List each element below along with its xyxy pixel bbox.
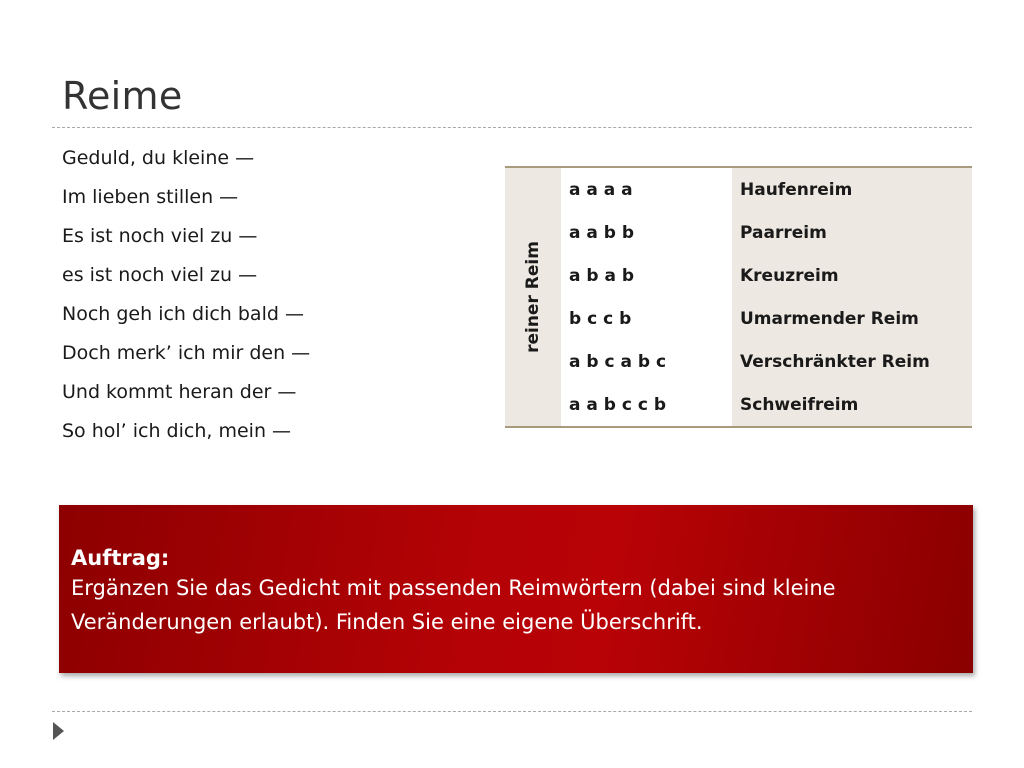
poem-line: Und kommt heran der —: [62, 381, 297, 403]
poem-line: Im lieben stillen —: [62, 186, 239, 208]
task-heading: Auftrag:: [71, 546, 170, 570]
rhyme-scheme: a b c a b c: [561, 340, 732, 383]
table-row: [505, 297, 972, 340]
poem-line: Es ist noch viel zu —: [62, 225, 258, 247]
rhyme-scheme-table: [505, 166, 972, 428]
slide-title: Reime: [62, 74, 183, 118]
table-row: [505, 254, 972, 297]
poem-line: es ist noch viel zu —: [62, 264, 258, 286]
rhyme-scheme: b c c b: [561, 297, 732, 340]
group-label: reiner Reim: [523, 241, 543, 353]
footer-divider: [52, 711, 972, 712]
rhyme-scheme: a b a b: [561, 254, 732, 297]
rhyme-scheme: a a b b: [561, 211, 732, 254]
poem-line: Noch geh ich dich bald —: [62, 303, 304, 325]
poem-line: So hol’ ich dich, mein —: [62, 420, 292, 442]
rhyme-scheme: a a b c c b: [561, 383, 732, 427]
rhyme-name: Kreuzreim: [732, 254, 972, 297]
rhyme-name: Schweifreim: [732, 383, 972, 427]
poem-line: Geduld, du kleine —: [62, 147, 255, 169]
rhyme-scheme: a a a a: [561, 167, 732, 211]
table-row: [505, 383, 972, 427]
play-arrow-icon[interactable]: [53, 722, 64, 740]
rhyme-name: Haufenreim: [732, 167, 972, 211]
group-label-cell: [505, 167, 561, 427]
task-text: Ergänzen Sie das Gedicht mit passenden Reimwörtern (dabei sind kleine Veränderungen erlaubt). Finden Sie eine eigene Überschrift.: [71, 576, 836, 634]
poem: [62, 143, 310, 455]
task-box: [59, 505, 973, 673]
title-divider: [52, 127, 972, 128]
poem-line: Doch merk’ ich mir den —: [62, 342, 311, 364]
rhyme-name: Umarmender Reim: [732, 297, 972, 340]
rhyme-name: Paarreim: [732, 211, 972, 254]
rhyme-name: Verschränkter Reim: [732, 340, 972, 383]
table-row: [505, 340, 972, 383]
table-row: [505, 211, 972, 254]
table-row: [505, 167, 972, 211]
